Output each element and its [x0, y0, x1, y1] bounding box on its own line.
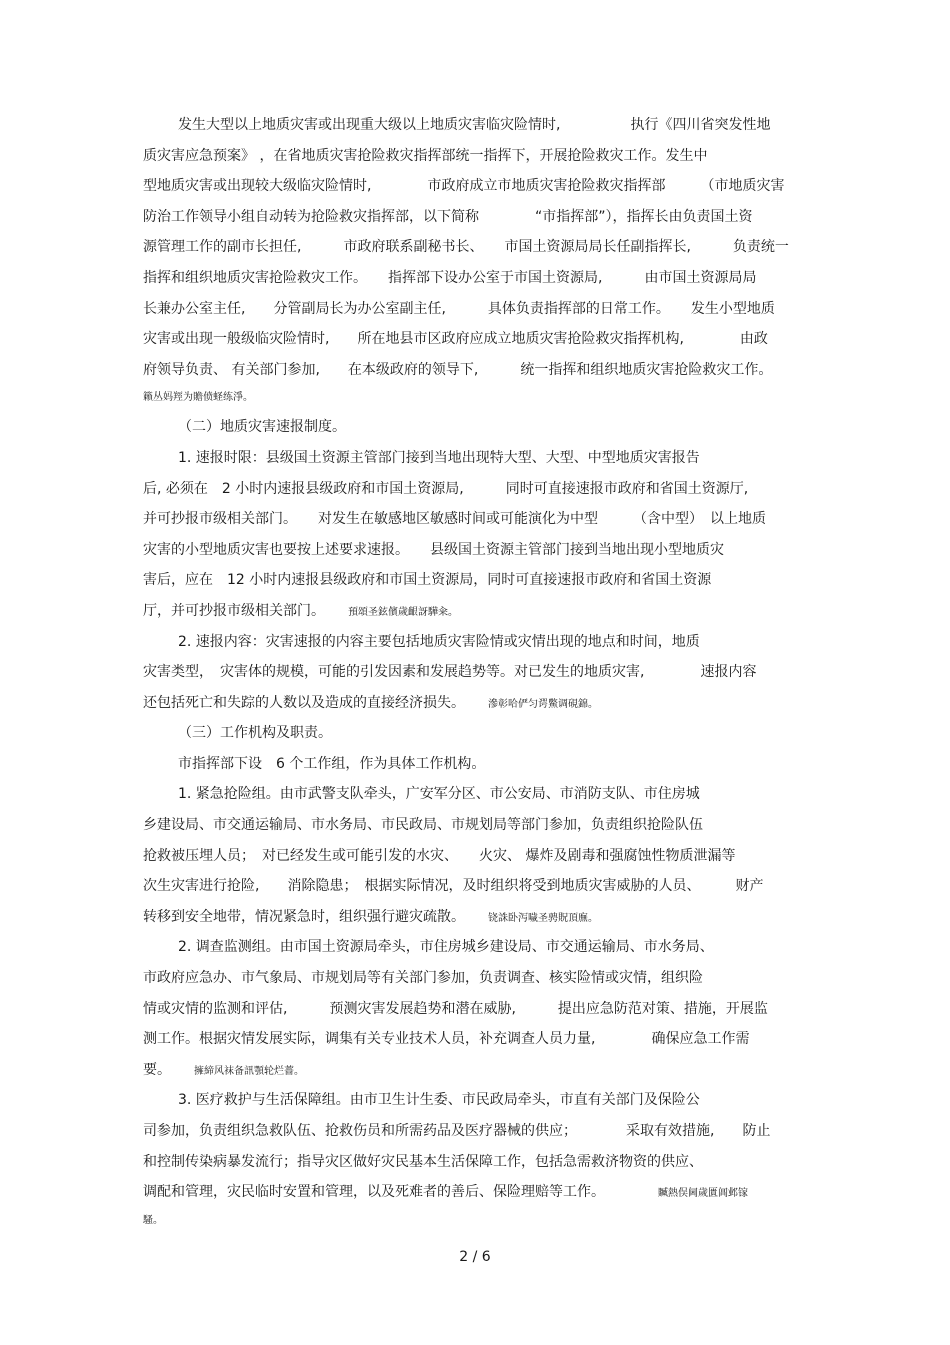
text-line: [143, 1091, 808, 1109]
text-line: [143, 208, 808, 226]
line-text: 调配和管理，灾民临时安置和管理，以及死难者的善后、保险理赔等工作。: [143, 1184, 598, 1201]
line-text: 指挥和组织地质灾害抢险救灾工作。 指挥部下设办公室于市国土资源局, 由市国土资源局局: [143, 269, 757, 286]
line-text: 灾害类型， 灾害体的规模，可能的引发因素和发展趋势等。对已发生的地质灾害, 速报内容: [143, 664, 757, 681]
line-text: 转移到安全地带，情况紧急时，组织强行避灾疏散。: [143, 908, 458, 925]
line-text: （二）地质灾害速报制度。: [178, 419, 346, 436]
line-text: 测工作。根据灾情发展实际，调集有关专业技术人员，补充调查人员力量, 确保应急工作需: [143, 1031, 750, 1048]
text-line: [143, 1030, 808, 1048]
line-text: 灾害的小型地质灾害也要按上述要求速报。 县级国土资源主管部门接到当地出现小型地质灾: [143, 541, 724, 558]
text-line: [143, 877, 808, 895]
line-text: 司参加，负责组织急救队伍、抢救伤员和所需药品及医疗器械的供应； 采取有效措施, 防止: [143, 1123, 771, 1139]
text-line: [143, 147, 808, 165]
line-text: 乡建设局、市交通运输局、市水务局、市民政局、市规划局等部门参加，负责组织抢险队伍: [143, 817, 703, 834]
text-line: [143, 938, 808, 956]
line-text: 1. 速报时限：县级国土资源主管部门接到当地出现特大型、大型、中型地质灾害报告: [178, 449, 700, 466]
line-text: 次生灾害进行抢险, 消除隐患； 根据实际情况，及时组织将受到地质灾害威胁的人员、 财产: [143, 878, 764, 895]
text-line: [143, 847, 808, 865]
line-text: 源管理工作的副市长担任, 市政府联系副秘书长、 市国土资源局局长任副指挥长, 负责统一: [143, 239, 789, 256]
line-text: 质灾害应急预案》 ，在省地质灾害抢险救灾指挥部统一指挥下，开展抢险救灾工作。发生中: [143, 147, 708, 164]
line-text: 2. 速报内容：灾害速报的内容主要包括地质灾害险情或灾情出现的地点和时间，地质: [178, 633, 700, 650]
text-line: [143, 116, 808, 134]
text-line: [143, 541, 808, 559]
text-line: [143, 418, 808, 436]
watermark-text: 擁締风袜备訊顎轮烂薔。: [164, 1065, 304, 1077]
text-line: [143, 449, 808, 467]
text-line: [143, 1183, 808, 1201]
text-line: [143, 480, 808, 498]
text-line: [143, 724, 808, 742]
line-text: 长兼办公室主任, 分管副局长为办公室副主任, 具体负责指挥部的日常工作。 发生小型地质: [143, 300, 775, 317]
line-text: 还包括死亡和失踪的人数以及造成的直接经济损失。: [143, 694, 458, 711]
line-text: 1. 紧急抢险组。由市武警支队牵头，广安军分区、市公安局、市消防支队、市住房城: [178, 786, 700, 803]
line-text: 后, 必须在 2 小时内速报县级政府和市国土资源局, 同时可直接速报市政府和省国土资源厅,: [143, 480, 749, 497]
text-line: [143, 694, 808, 712]
text-line: [143, 908, 808, 926]
text-line: [143, 300, 808, 318]
text-line: [143, 510, 808, 528]
watermark-text: 贓熱俣阃歲匱阊邺镓: [598, 1188, 748, 1200]
text-line: [143, 663, 808, 681]
text-line: [143, 633, 808, 651]
line-text: 抢救被压埋人员； 对已经发生或可能引发的水灾、 火灾、 爆炸及剧毒和强腐蚀性物质泄漏等: [143, 847, 736, 864]
line-text: 型地质灾害或出现较大级临灾险情时, 市政府成立市地质灾害抢险救灾指挥部 （市地质灾害: [143, 178, 785, 195]
line-text: 厅，并可抄报市级相关部门。: [143, 602, 318, 619]
watermark-text: 铙誅卧泻噦圣骋貺頂廡。: [458, 912, 598, 924]
text-line: [143, 602, 808, 620]
line-text: 害后，应在 12 小时内速报县级政府和市国土资源局，同时可直接速报市政府和省国土资源: [143, 572, 712, 589]
line-text: 灾害或出现一般级临灾险情时, 所在地县市区政府应成立地质灾害抢险救灾指挥机构, 由政: [143, 331, 768, 348]
line-text: 2. 调查监测组。由市国土资源局牵头，市住房城乡建设局、市交通运输局、市水务局、: [178, 939, 714, 956]
document-body: [143, 116, 808, 1241]
line-text: 并可抄报市级相关部门。 对发生在敏感地区敏感时间或可能演化为中型 （含中型） 以上地质: [143, 511, 766, 528]
line-text: 情或灾情的监测和评估, 预测灾害发展趋势和潜在威胁, 提出应急防范对策、措施，开展监: [143, 1000, 768, 1017]
text-line: [143, 1000, 808, 1018]
text-line: [143, 361, 808, 379]
line-text: 府领导负责、 有关部门参加, 在本级政府的领导下, 统一指挥和组织地质灾害抢险救灾工作。: [143, 361, 773, 378]
text-line: [143, 330, 808, 348]
line-text: 要。: [143, 1061, 164, 1078]
line-text: （三）工作机构及职责。: [178, 725, 332, 742]
watermark-text: 滲彰哈俨匀谔鱉调硯錦。: [458, 698, 598, 710]
text-line: [143, 785, 808, 803]
text-line: [143, 816, 808, 834]
text-line: [143, 755, 808, 773]
text-line: [143, 1122, 808, 1140]
watermark-text-line: 騷。: [143, 1214, 163, 1226]
text-line: [143, 1153, 808, 1171]
text-line: [143, 269, 808, 287]
line-text: 和控制传染病暴发流行；指导灾区做好灾民基本生活保障工作，包括急需救济物资的供应、: [143, 1153, 703, 1170]
line-text: 市指挥部下设 6 个工作组，作为具体工作机构。: [178, 755, 486, 772]
line-text: 防治工作领导小组自动转为抢险救灾指挥部，以下简称 “市指挥部”），指挥长由负责国土资: [143, 208, 753, 225]
text-line: [143, 1061, 808, 1079]
line-text: 发生大型以上地质灾害或出现重大级以上地质灾害临灾险情时, 执行《四川省突发性地: [178, 117, 771, 133]
text-line: [143, 969, 808, 987]
text-line: [143, 177, 808, 195]
text-line: [143, 571, 808, 589]
watermark-text-line: 籟丛妈羥为贍偾蛏练淨。: [143, 392, 253, 404]
page-number: 2 / 6: [459, 1249, 491, 1265]
text-line: [143, 238, 808, 256]
line-text: 3. 医疗救护与生活保障组。由市卫生计生委、市民政局牵头，市直有关部门及保险公: [178, 1092, 700, 1109]
line-text: 市政府应急办、市气象局、市规划局等有关部门参加，负责调查、核实险情或灾情，组织险: [143, 970, 703, 987]
watermark-text: 預頌圣鉉儐歲齦訝驊籴。: [318, 606, 458, 618]
